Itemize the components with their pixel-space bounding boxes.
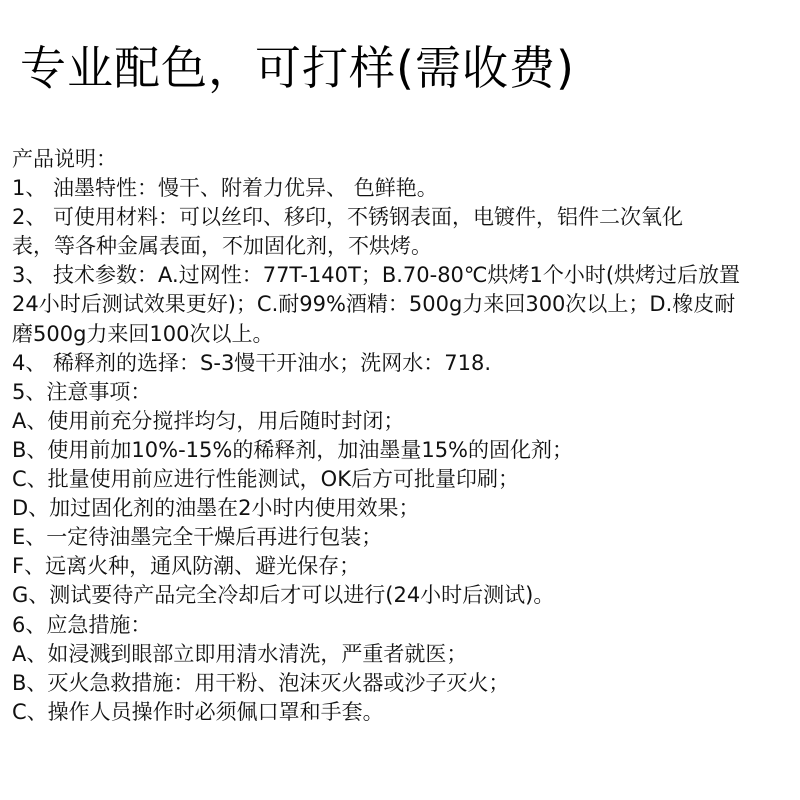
materials-line-continued: 表，等各种金属表面，不加固化剂，不烘烤。 [12,234,432,259]
section-heading-precautions: 5、注意事项： [12,379,152,404]
emergency-item: B、灭火急救措施：用干粉、泡沫灭火器或沙子灭火； [12,670,510,695]
emergency-item: C、操作人员操作时必须佩口罩和手套。 [12,699,384,724]
tech-params-line: 3、 技术参数：A.过网性：77T-140T；B.70-80℃烘烤1个小时(烘烤过后放置 [12,263,741,288]
thinner-line: 4、 稀释剂的选择：S-3慢干开油水；洗网水：718. [12,350,492,375]
section-heading-product-description: 产品说明： [12,147,117,171]
precaution-item: C、批量使用前应进行性能测试，OK后方可批量印刷； [12,467,519,492]
precaution-item: G、测试要待产品完全冷却后才可以进行(24小时后测试)。 [12,583,555,608]
materials-line: 2、 可使用材料：可以丝印、移印，不锈钢表面，电镀件，铝件二次氧化 [12,205,684,230]
precaution-item: E、一定待油墨完全干燥后再进行包装； [12,525,383,550]
description-body [12,145,794,727]
page-title: 专业配色，可打样(需收费) [20,41,575,95]
precaution-item: F、远离火种，通风防潮、避光保存； [12,554,361,579]
tech-params-line-continued: 24小时后测试效果更好)；C.耐99%酒精：500g力来回300次以上；D.橡皮耐 [12,292,736,317]
emergency-item: A、如浸溅到眼部立即用清水清洗，严重者就医； [12,641,468,666]
ink-properties-line: 1、 油墨特性：慢干、附着力优异、 色鲜艳。 [12,176,438,201]
precaution-item: D、加过固化剂的油墨在2小时内使用效果； [12,496,420,521]
precaution-item: B、使用前加10%-15%的稀释剂，加油墨量15%的固化剂； [12,437,574,462]
precaution-item: A、使用前充分搅拌均匀，用后随时封闭； [12,408,405,433]
section-heading-emergency: 6、应急措施： [12,612,152,637]
tech-params-line-end: 磨500g力来回100次以上。 [12,321,274,346]
